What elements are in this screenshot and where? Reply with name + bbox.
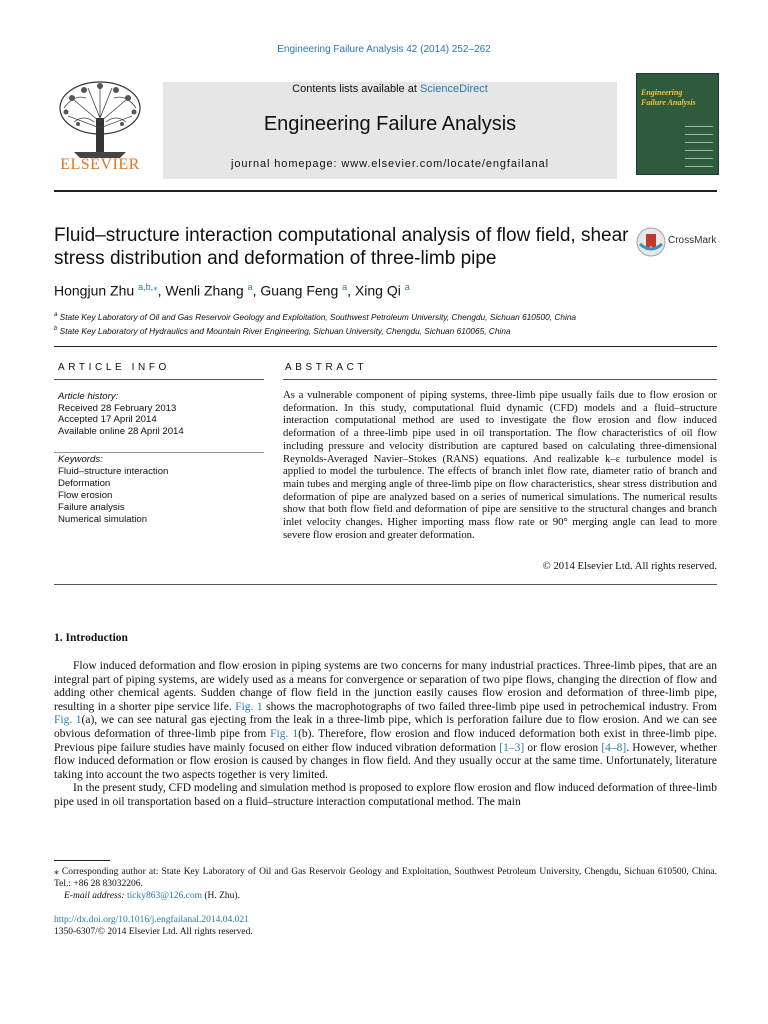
author-name: Xing Qi	[354, 282, 401, 299]
contents-prefix: Contents lists available at	[292, 83, 420, 95]
author-affiliation-mark[interactable]: a	[342, 282, 348, 292]
affiliations	[54, 309, 576, 337]
journal-cover[interactable]	[636, 73, 719, 175]
keyword: Numerical simulation	[58, 514, 148, 525]
affiliation-item: $^a$ State Key Laboratory of Oil and Gas Reservoir Geology and Exploitation, Southwest Petroleum University, Chengdu, Sichuan 610500, China	[54, 311, 577, 322]
keywords	[58, 454, 168, 526]
issn-line: 1350-6307/© 2014 Elsevier Ltd. All rights reserved.	[54, 927, 253, 937]
keyword: Fluid–structure interaction	[58, 466, 169, 477]
reference-link[interactable]: [1–3]	[499, 741, 525, 754]
figure-link[interactable]: Fig. 1	[54, 714, 82, 727]
keyword: Flow erosion	[58, 490, 113, 501]
corresponding-author-footnote: ⁎ Corresponding author at: State Key Laboratory of Oil and Gas Reservoir Geology and Exploitation, Southwest Petroleum University, Chengdu, Sichuan 610500, China. Tel.: +86 28 83032206. E-mail address: ticky863@126.com (H. Zhu).	[54, 867, 717, 901]
footnote-mark: ⁎	[54, 867, 59, 877]
cover-lines	[685, 126, 713, 174]
article-title: Fluid–structure interaction computational analysis of flow field, shear stress distribution and deformation of three-limb pipe	[54, 225, 629, 269]
abstract-rule	[283, 379, 717, 380]
journal-homepage[interactable]: journal homepage: www.elsevier.com/locate/engfailanal	[231, 158, 549, 170]
author-name: Hongjun Zhu	[54, 282, 135, 299]
abstract-bottom-rule	[54, 584, 717, 585]
article-info-rule	[54, 379, 264, 380]
journal-reference[interactable]: Engineering Failure Analysis 42 (2014) 252–262	[277, 44, 491, 55]
contents-line	[163, 83, 617, 95]
section-rule	[54, 346, 717, 347]
article-info-heading: ARTICLE INFO	[58, 362, 170, 373]
figure-link[interactable]: Fig. 1	[235, 700, 263, 713]
keywords-rule	[54, 452, 264, 453]
abstract-heading: ABSTRACT	[285, 362, 368, 373]
doi-link[interactable]: http://dx.doi.org/10.1016/j.engfailanal.2014.04.021	[54, 915, 249, 925]
cover-title: Engineering Failure Analysis	[641, 88, 696, 107]
email-link[interactable]: ticky863@126.com	[126, 891, 202, 901]
author-affiliation-mark[interactable]: a	[404, 282, 410, 292]
header-rule	[54, 190, 717, 192]
reference-link[interactable]: [4–8]	[601, 741, 627, 754]
footnote-rule	[54, 860, 110, 861]
intro-paragraph: In the present study, CFD modeling and simulation method is proposed to explore flow erosion and flow induced deformation of three-limb pipe used in oil transportation based on a fluid–structure interaction computational method. The main	[54, 782, 717, 808]
elsevier-logo	[54, 78, 146, 176]
intro-heading: 1. Introduction	[54, 632, 128, 644]
keyword: Failure analysis	[58, 502, 125, 513]
author-affiliation-mark[interactable]: a	[247, 282, 253, 292]
received-date: Received 28 February 2013	[58, 402, 177, 414]
history-label: Article history:	[58, 391, 119, 402]
intro-paragraph: Flow induced deformation and flow erosion in piping systems are two concerns for many industrial practices. Three-limb pipes, that are an integral part of piping systems, are widely used as a means for convergence or separation of two pipe flows, changing the direction of flow and adding other chemical agents. Sudden change of flow field in the junction easily causes flow erosion and deformation of three-limb pipe, resulting in a shorter pipe service life. Fig. 1 shows the macrophotographs of two failed three-limb pipe used in petrochemical industry. From Fig. 1(a), we can see natural gas ejecting from the leak in a three-limb pipe, which is perforation failure due to flow erosion. And we can see obvious deformation of three-limb pipe from Fig. 1(b). Therefore, flow erosion and flow induced deformation both exist in three-limb pipe. Previous pipe failure studies have mainly focused on either flow induced vibration deformation [1–3] or flow erosion [4–8]. However, whether flow induced deformation or flow erosion is caused by changes in flow field. And they usually occur at the same time. Unfortunately, literature taking into account the two aspects together is very limited.	[54, 660, 718, 781]
author-list: Hongjun Zhu $^{a,b,⁎}$, Wenli Zhang $^a$, Guang Feng $^a$, Xing Qi $^a$	[54, 282, 410, 299]
crossmark-badge[interactable]	[636, 225, 726, 259]
author-name: Wenli Zhang	[165, 282, 244, 299]
doi-block	[54, 914, 253, 938]
email-label: E-mail address:	[64, 891, 127, 901]
publisher-name: ELSEVIER	[60, 156, 140, 173]
figure-link[interactable]: Fig. 1	[270, 727, 299, 740]
accepted-date: Accepted 17 April 2014	[58, 414, 157, 425]
article-history	[58, 391, 184, 437]
crossmark-icon	[636, 227, 666, 257]
sciencedirect-link[interactable]: ScienceDirect	[419, 83, 488, 95]
author-affiliation-mark[interactable]: a,b,⁎	[138, 282, 158, 292]
intro-body	[54, 660, 717, 810]
abstract-text: As a vulnerable component of piping systems, three-limb pipe usually fails due to flow erosion or deformation. In this study, computational fluid dynamic (CFD) models and a fluid–structure interaction computational method are used to investigate the flow erosion and flow induced deformation of a three-limb pipe used in oil transportation. The flow characteristics of oil flow including pressure and velocity distribution are captured based on calculating three-dimensional Reynolds-Averaged Navier–Stokes (RANS) equations. And realizable k–ε turbulence model is applied to model the turbulence. The effects of branch inlet flow rate, diameter ratio of branch and main tubes and merging angle of three-limb pipe on flow characteristics, shear stress distribution and deformation of pipe are analyzed based on a series of numerical simulations. The numerical results show that both flow field and deformation of pipe are sensitive to the structural changes and branch inlet velocity changes. Higher importing mass flow rate or 90° merging angle can lead to more severe flow erosion and greater deformation.	[283, 389, 717, 541]
keywords-label: Keywords:	[58, 454, 103, 465]
author-name: Guang Feng	[260, 282, 339, 299]
keyword: Deformation	[58, 478, 111, 489]
crossmark-label: CrossMark	[668, 235, 717, 246]
affiliation-item: $^b$ State Key Laboratory of Hydraulics and Mountain River Engineering, Sichuan University, Chengdu, Sichuan 610065, China	[54, 325, 511, 336]
abstract-copyright: © 2014 Elsevier Ltd. All rights reserved.	[542, 560, 717, 572]
online-date: Available online 28 April 2014	[58, 425, 184, 437]
journal-title: Engineering Failure Analysis	[263, 113, 517, 135]
